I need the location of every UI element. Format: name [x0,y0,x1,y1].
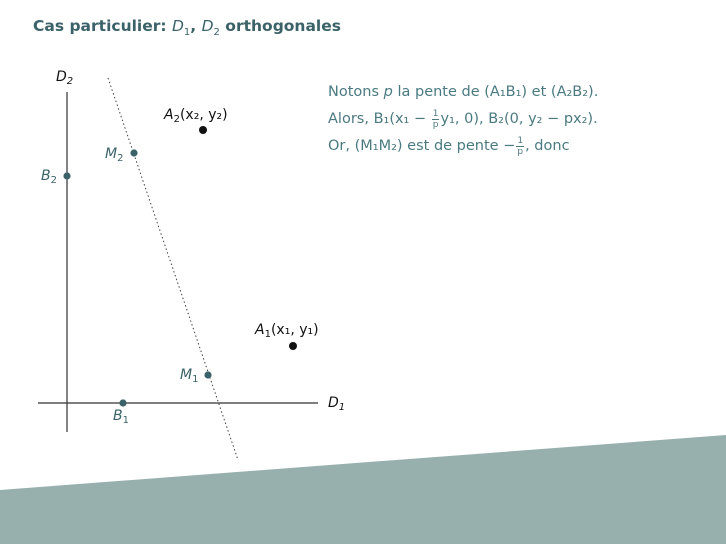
point-m2-label: $M_2$ [105,146,124,164]
axis-d2-label: $D_2$ [56,69,74,87]
text-line-3: Or, (M₁M₂) est de pente − $\frac{1}{p}$ , donc [328,135,570,157]
point-a1-label: $A_1(x_1$, y₁) [255,322,319,340]
point-b2-label: $B_2$ [41,168,57,186]
point-b1-label: $B_1$ [113,408,129,426]
page-title: Cas particulier: $D_1$, $D_2$ orthogonales [33,17,341,39]
axis-d1-label: $D_1$ [328,395,346,413]
point-m1-label: $M_1$ [180,367,199,385]
fraction-1-over-p: $\frac{1}{p}$ [432,108,439,130]
footer-band-shape [0,435,726,544]
point-a2-label: $A_2(x_2$, y₂) [164,107,228,125]
text-line-2: Alors, B₁(x₁ − $\frac{1}{p}$ y₁, 0), B₂(0, y₂ − px₂). [328,108,598,130]
text-line-1: Notons p la pente de (A₁B₁) et (A₂B₂). [328,84,599,100]
fraction-minus-1-over-p: $\frac{1}{p}$ [517,135,524,157]
